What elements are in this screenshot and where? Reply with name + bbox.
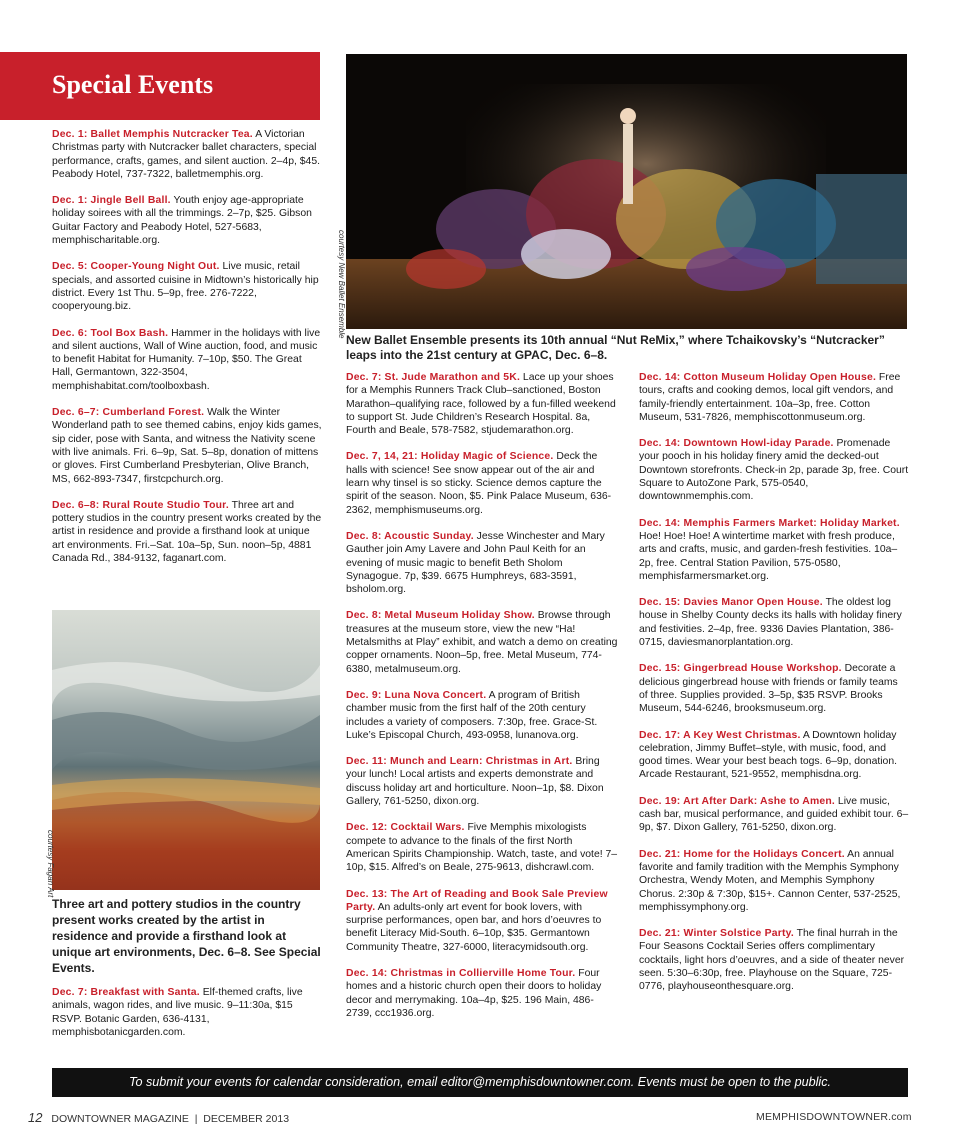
event-listing <box>639 729 909 782</box>
event-listing <box>639 437 909 503</box>
event-listing <box>639 596 909 649</box>
event-listing <box>639 371 909 424</box>
event-title: Dec. 7, 14, 21: Holiday Magic of Science. <box>346 451 554 463</box>
page-number: 12 <box>28 1110 43 1125</box>
event-title: Dec. 1: Ballet Memphis Nutcracker Tea. <box>52 129 253 140</box>
event-listing <box>639 795 909 835</box>
event-listing <box>346 888 618 954</box>
event-listing <box>52 499 322 565</box>
event-title: Dec. 15: Gingerbread House Workshop. <box>639 663 842 675</box>
footer-website: MEMPHISDOWNTOWNER.com <box>756 1111 912 1123</box>
event-title: Dec. 6–8: Rural Route Studio Tour. <box>52 499 229 511</box>
event-title: Dec. 5: Cooper-Young Night Out. <box>52 261 220 273</box>
event-details: Three art and pottery studios in the country present works created by the artist in residence and provide a firsthand look at unique art environments. Fri.–Sat. 10a–5p, Sun. noon–5p, 4881 Canada Rd., 384-9132, faganart.com. <box>52 499 322 565</box>
event-listing <box>346 689 618 742</box>
event-details: Live music, retail specials, and assorted cuisine in Midtown’s historically hip district. Every 1st Thu. 5–9p, free. 276-7222, cooperyoung.biz. <box>52 261 319 313</box>
event-details: Bring your lunch! Local artists and experts demonstrate and discuss holiday art and horticulture. Noon–1p, $8. Dixon Gallery, 761-5250, dixon.org. <box>346 756 604 808</box>
event-listing <box>346 530 618 596</box>
event-listing <box>52 406 322 486</box>
event-title: Dec. 12: Cocktail Wars. <box>346 822 465 834</box>
event-listing <box>639 927 909 993</box>
art-photo <box>52 610 320 890</box>
footer-left <box>28 1110 289 1125</box>
event-details: Hoe! Hoe! Hoe! A wintertime market with fresh produce, arts and crafts, music, and garden-fresh festivities. 10a–2p, free. Central Station Pavilion, 575-0580, memphisfarmersmarket.org. <box>639 530 898 582</box>
art-photo-credit: courtesy Fagan Art <box>46 830 55 898</box>
ballet-photo-caption: New Ballet Ensemble presents its 10th annual “Nut ReMix,” where Tchaikovsky’s “Nutcracker” leaps into the 21st century at GPAC, Dec. 6–8. <box>346 333 885 362</box>
event-listing <box>346 609 618 675</box>
event-title: Dec. 14: Memphis Farmers Market: Holiday Market. <box>639 517 900 529</box>
publication-line: DOWNTOWNER MAGAZINE | DECEMBER 2013 <box>51 1113 290 1125</box>
event-details: Deck the halls with science! See snow appear out of the air and learn why tinsel is so sticky. Science demos capture the spirit of the season. Noon, $5. Pink Palace Museum, 636-2362, memphismuseums.org. <box>346 451 612 516</box>
event-details: A program of British chamber music from the first half of the 20th century includes a variety of composers. 7:30p, free. Grace-St. Luke’s Episcopal Church, 493-0958, lunanova.org. <box>346 689 598 741</box>
event-details: Promenade your pooch in his holiday finery amid the decked-out Downtown storefronts. Check-in 2p, parade 3p, free. Court Square to AutoZone Park, 575-0540, downtownmemphis.com. <box>639 438 909 503</box>
event-title: Dec. 7: St. Jude Marathon and 5K. <box>346 372 521 383</box>
event-details: An annual favorite and family tradition with the Memphis Symphony Orchestra, Wendy Moten, and Memphis Symphony Chorus. 2:30p & 7:30p, $15+. Cannon Center, 537-2525, memphissymphony.org. <box>639 848 901 913</box>
event-details: Lace up your shoes for a Memphis Runners Track Club–sanctioned, Boston Marathon–qualifying race, followed by a fun-filled weekend to support St. Jude Children’s Research Hospital. 8a, Fourth and Beale, 578-7582, stjudemarathon.org. <box>346 372 616 437</box>
event-listing <box>346 450 618 516</box>
event-listing <box>639 662 909 715</box>
right-event-column <box>639 371 909 1007</box>
event-listing <box>52 128 322 181</box>
event-details: Youth enjoy age-appropriate holiday soirees with all the trimmings. 2–7p, $25. Gibson Guitar Factory and Peabody Hotel, 527-5683, memphischaritable.org. <box>52 195 312 247</box>
event-listing <box>639 517 909 583</box>
event-title: Dec. 17: A Key West Christmas. <box>639 729 801 741</box>
event-listing <box>346 821 618 874</box>
event-title: Dec. 11: Munch and Learn: Christmas in Art. <box>346 756 573 768</box>
section-title: Special Events <box>52 70 214 99</box>
event-details: Five Memphis mixologists compete to advance to the finals of the first North American Spirits Championship. Watch, taste, and vote! 7–10p, $15. Alfred’s on Beale, 275-9613, dishcrawl.com. <box>346 822 618 874</box>
event-title: Dec. 1: Jingle Bell Ball. <box>52 195 171 207</box>
event-listing <box>52 260 322 313</box>
event-title: Dec. 14: Christmas in Collierville Home Tour. <box>346 967 576 979</box>
event-listing <box>639 848 909 914</box>
event-details: Live music, cash bar, musical performance, and guided exhibit tour. 6–9p, $7. Dixon Gallery, 761-5250, dixon.org. <box>639 795 909 834</box>
left-bottom-event <box>52 986 322 1052</box>
event-details: Browse through treasures at the museum store, view the new “Ha! Metalsmiths at Play” exhibit, and watch a demo on creating copper ornaments. Noon–5p, free. Metal Museum, 774-6380, metalmuseum.org. <box>346 610 618 675</box>
event-details: Jesse Winchester and Mary Gauther join Amy Lavere and John Paul Keith for an evening of music magic to benefit Beth Sholom Synagogue. 7p, $39. 6675 Humphreys, 683-3591, bsholom.org. <box>346 530 605 596</box>
event-title: Dec. 21: Winter Solstice Party. <box>639 928 794 940</box>
event-details: An adults-only art event for book lovers, with surprise performances, open bar, and hors d’oeuvres to benefit Literacy Mid-South. 6–10p, $35. Germantown Community Theatre, 327-6000, literacymidsouth.org. <box>346 901 602 953</box>
event-listing <box>52 327 322 393</box>
event-title: Dec. 14: Cotton Museum Holiday Open House. <box>639 372 877 383</box>
ballet-photo-credit: courtesy New Ballet Ensemble <box>337 230 346 339</box>
event-listing <box>346 371 618 437</box>
event-details: Walk the Winter Wonderland path to see themed cabins, enjoy kids games, sip cider, pose with Santa, and witness the Nativity scene with live animals. Fri. 6–9p, Sat. 5–8p, donation of mittens or gloves. First Cumberland Presbyterian, Olive Branch, MS, 662-893-7347, firstcpchurch.org. <box>52 407 322 485</box>
event-title: Dec. 9: Luna Nova Concert. <box>346 689 487 701</box>
event-listing <box>52 194 322 247</box>
art-photo-caption: Three art and pottery studios in the country present works created by the artist in residence and provide a firsthand look at unique art environments, Dec. 6–8. See Special Events. <box>52 897 321 975</box>
painted-landscape-illustration <box>52 610 320 890</box>
event-title: Dec. 19: Art After Dark: Ashe to Amen. <box>639 795 836 807</box>
event-title: Dec. 8: Metal Museum Holiday Show. <box>346 610 535 622</box>
event-details: Elf-themed crafts, live animals, wagon rides, and live music. 9–11:30a, $15 RSVP. Botanic Garden, 636-4131, memphisbotanicgarden.com. <box>52 987 303 1038</box>
event-title: Dec. 14: Downtown Howl-iday Parade. <box>639 438 834 450</box>
event-title: Dec. 21: Home for the Holidays Concert. <box>639 848 845 860</box>
event-title: Dec. 8: Acoustic Sunday. <box>346 530 474 542</box>
event-title: Dec. 15: Davies Manor Open House. <box>639 597 823 609</box>
event-listing <box>52 986 322 1039</box>
ballet-photo <box>346 54 907 329</box>
event-title: Dec. 6: Tool Box Bash. <box>52 327 169 339</box>
submit-events-bar: To submit your events for calendar consideration, email editor@memphisdowntowner.com. Events must be open to the public. <box>52 1068 908 1097</box>
event-details: Four homes and a historic church open their doors to holiday decor and merrymaking. 10a–4p, $25. 196 Main, 486-2739, ccc1936.org. <box>346 967 602 1019</box>
event-title: Dec. 13: The Art of Reading and Book Sale Preview Party. <box>346 888 608 913</box>
event-details: Hammer in the holidays with live and silent auctions, Wall of Wine auction, food, and music to benefit Habitat for Humanity. 7–10p, $50. The Great Hall, Germantown, 322-3504, memphishabitat.com/toolboxbash. <box>52 327 321 392</box>
event-details: A Victorian Christmas party with Nutcracker ballet characters, special performance, crafts, games, and silent auction. 2–4p, $45. Peabody Hotel, 737-7322, balletmemphis.org. <box>52 129 321 180</box>
event-title: Dec. 7: Breakfast with Santa. <box>52 987 200 998</box>
event-details: The final hurrah in the Four Seasons Cocktail Series offers complimentary cocktails, light hors d’oeuvres, and a side of theater never seen. 5:30–6:30p, free. Playhouse on the Square, 725-0776, playhouseonthesquare.org. <box>639 928 905 993</box>
event-listing <box>346 755 618 808</box>
event-listing <box>346 967 618 1020</box>
event-details: A Downtown holiday celebration, Jimmy Buffet–style, with music, food, and good times. Wear your best beach togs. 6–9p, donation. Arcade Restaurant, 521-9552, memphisdna.org. <box>639 729 898 781</box>
event-details: Free tours, crafts and cooking demos, local gift vendors, and family-friendly entertainment. 10a–3p, free. Cotton Museum, 531-7826, memphiscottonmuseum.org. <box>639 372 901 423</box>
middle-event-column <box>346 371 618 1033</box>
ballet-stage-illustration <box>346 54 907 329</box>
event-details: Decorate a delicious gingerbread house with friends or family teams of three. Supplies provided. 3–5p, $35 RSVP. Brooks Museum, 544-6246, brooksmuseum.org. <box>639 663 898 715</box>
event-details: The oldest log house in Shelby County decks its halls with holiday finery and festivities. 2–4p, free. 9336 Davies Plantation, 386-0715, daviesmanorplantation.org. <box>639 597 902 649</box>
left-event-column <box>52 128 322 578</box>
event-title: Dec. 6–7: Cumberland Forest. <box>52 407 205 419</box>
